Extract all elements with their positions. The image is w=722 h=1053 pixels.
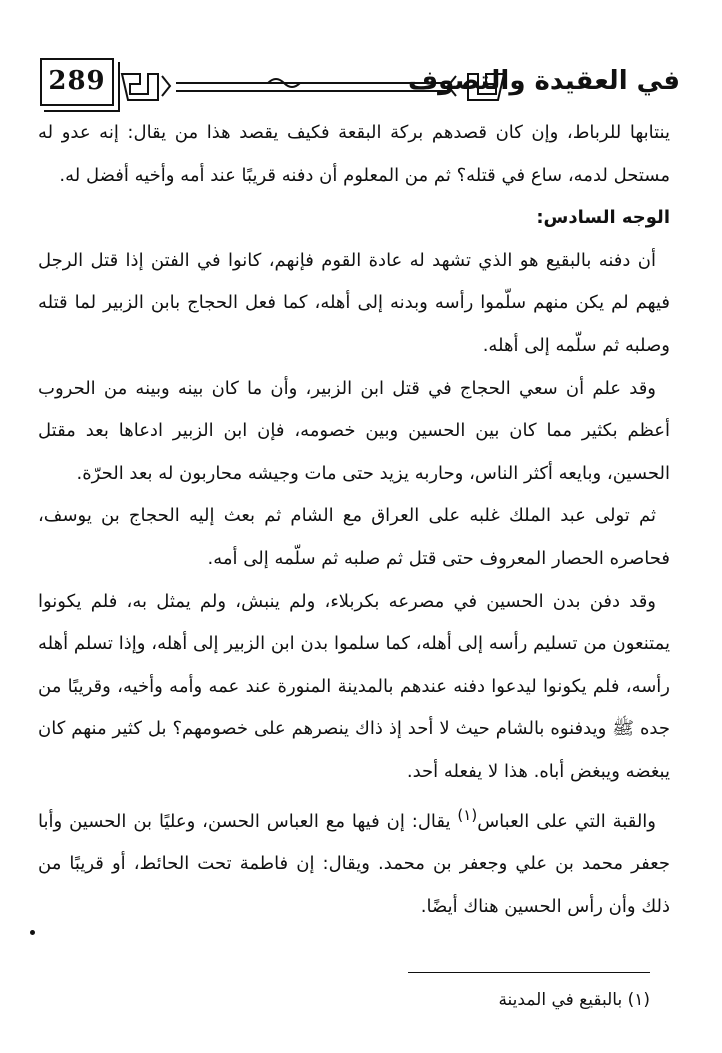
footnote-separator bbox=[408, 972, 650, 973]
footnote: (١) بالبقيع في المدينة bbox=[498, 990, 650, 1010]
stray-mark bbox=[30, 930, 35, 935]
footnote-reference[interactable]: (١) bbox=[457, 805, 478, 824]
main-text bbox=[38, 112, 670, 928]
paragraph: وقد دفن بدن الحسين في مصرعه بكربلاء، ولم ينبش، ولم يمثل به، فلم يكونوا يمتنعون من تسليم رأسه إلى أهله، كما سلموا بدن ابن الزبير إلى أهله، وإذا تسلم أهله رأسه، فلم يكونوا ليدعوا دفنه عندهم بالمدينة المنورة عند عمه وأمه وأخيه، وقريبًا من جده ﷺ ويدفنوه بالشام حيث لا أحد إذ ذاك ينصرهم على خصومهم؟ بل كثير منهم كان يبغضه ويبغض أباه. هذا لا يفعله أحد. bbox=[38, 590, 670, 782]
paragraph: ينتابها للرباط، وإن كان قصدهم بركة البقعة فكيف يقصد هذا من يقال: إنه عدو له مستحل لدمه، ساع في قتله؟ ثم من المعلوم أن دفنه قريبًا عند أمه وأخيه أفضل له. bbox=[38, 122, 670, 186]
page-number-box bbox=[40, 58, 114, 106]
paragraph: ثم تولى عبد الملك غلبه على العراق مع الشام ثم بعث إليه الحجاج بن يوسف، فحاصره الحصار المعروف حتى قتل ثم صلبه ثم سلّمه إلى أمه. bbox=[38, 505, 670, 569]
paragraph: أن دفنه بالبقيع هو الذي تشهد له عادة القوم فإنهم، كانوا في الفتن إذا قتل الرجل فيهم لم يكن منهم سلّموا رأسه وبدنه إلى أهله، كما فعل الحجاج بابن الزبير لما قتله وصلبه ثم سلّمه إلى أهله. bbox=[38, 249, 670, 356]
section-heading: الوجه السادس: bbox=[536, 207, 670, 229]
page-header bbox=[40, 52, 680, 110]
paragraph-text: والقبة التي على العباس bbox=[477, 810, 657, 832]
running-title: في العقيدة والتصوف bbox=[407, 66, 680, 96]
paragraph bbox=[38, 794, 670, 929]
paragraph-text: يقال: إن فيها مع العباس الحسن، وعليًا بن الحسين وأبا جعفر محمد بن علي وجعفر بن محمد. ويقال: إن فاطمة تحت الحائط، أو قريبًا من ذلك وأن رأس الحسين هناك أيضًا. bbox=[38, 810, 670, 917]
paragraph: وقد علم أن سعي الحجاج في قتل ابن الزبير، وأن ما كان بينه وبينه من الحروب أعظم بكثير مما كان بين الحسين وبين خصومه، فإن ابن الزبير ادعاها بعد مقتل الحسين، وبايعه أكثر الناس، وحاربه يزيد حتى مات وجيشه محاربون له بعد الحرّة. bbox=[38, 377, 670, 484]
page-number: 289 bbox=[48, 66, 106, 96]
